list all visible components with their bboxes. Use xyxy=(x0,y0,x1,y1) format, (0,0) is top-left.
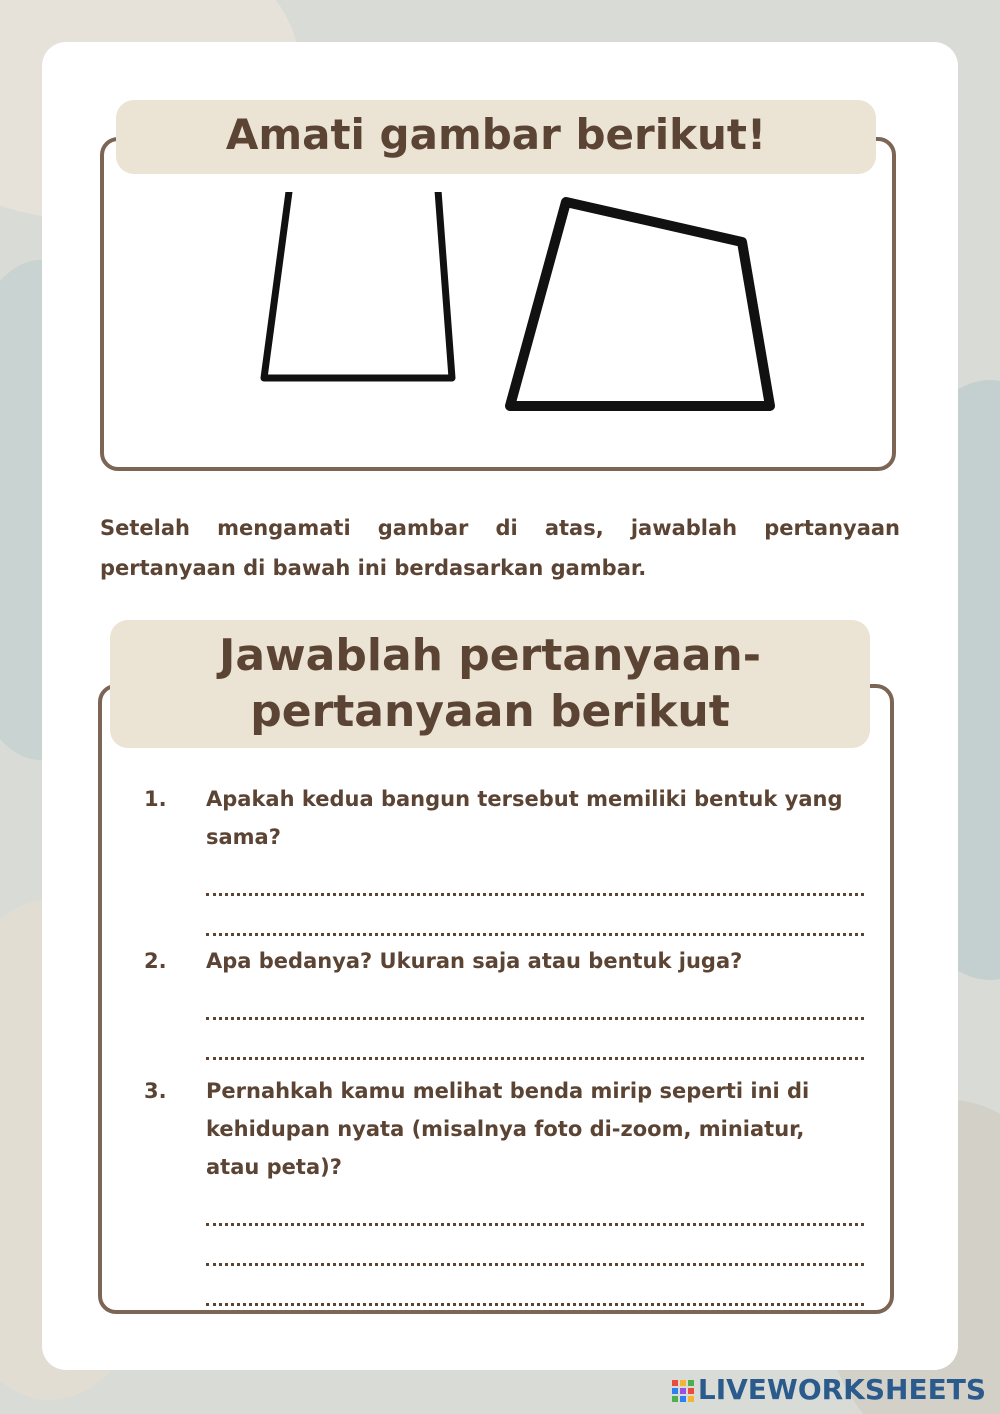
section2-title-line1: Jawablah pertanyaan- xyxy=(218,630,762,681)
question-1 xyxy=(144,780,864,856)
watermark-text: LIVEWORKSHEETS xyxy=(697,1373,986,1406)
liveworksheets-watermark xyxy=(672,1373,986,1406)
question-number: 3. xyxy=(144,1079,167,1103)
section2-title-line2: pertanyaan berikut xyxy=(250,686,730,737)
question-3 xyxy=(144,1072,864,1186)
section2-title xyxy=(110,620,870,748)
worksheet-card xyxy=(42,42,958,1370)
question-text: Apakah kedua bangun tersebut memiliki bentuk yang sama? xyxy=(206,787,843,849)
question-number: 1. xyxy=(144,787,167,811)
question-text: Apa bedanya? Ukuran saja atau bentuk juga? xyxy=(206,949,743,973)
question-number: 2. xyxy=(144,949,167,973)
answer-line[interactable] xyxy=(206,896,864,936)
answer-line[interactable] xyxy=(206,1266,864,1306)
answer-line[interactable] xyxy=(206,1226,864,1266)
answer-line[interactable] xyxy=(206,980,864,1020)
quadrilaterals-figure xyxy=(222,192,822,462)
answer-line[interactable] xyxy=(206,856,864,896)
section1-title: Amati gambar berikut! xyxy=(116,100,876,174)
answer-line[interactable] xyxy=(206,1186,864,1226)
large-quadrilateral xyxy=(510,202,770,406)
small-quadrilateral xyxy=(264,192,452,378)
question-list xyxy=(144,780,864,1306)
liveworksheets-logo-icon xyxy=(672,1380,694,1402)
answer-line[interactable] xyxy=(206,1020,864,1060)
question-2 xyxy=(144,942,864,980)
question-text: Pernahkah kamu melihat benda mirip seperti ini di kehidupan nyata (misalnya foto di-zoom, miniatur, atau peta)? xyxy=(206,1079,810,1179)
instruction-text: Setelah mengamati gambar di atas, jawablah pertanyaan pertanyaan di bawah ini berdasarkan gambar. xyxy=(100,516,900,580)
